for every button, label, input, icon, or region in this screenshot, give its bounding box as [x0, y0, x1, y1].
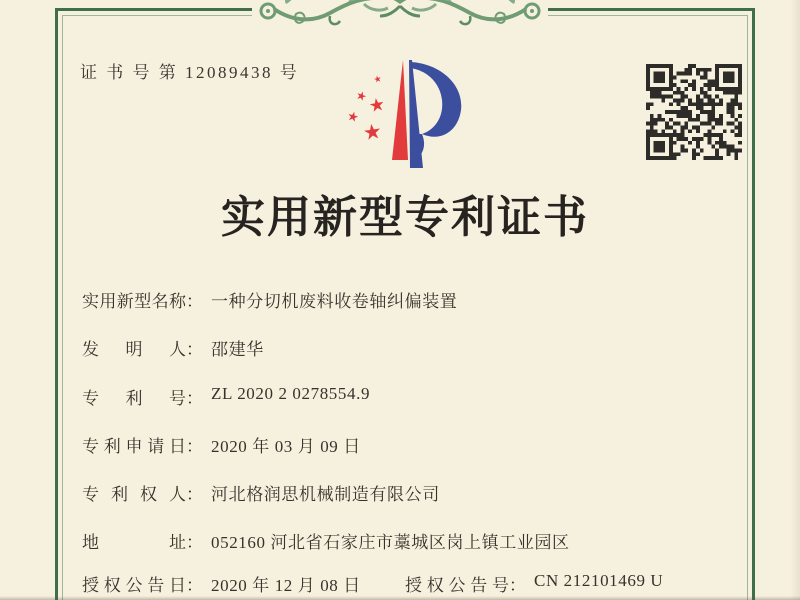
field-value: ZL 2020 2 0278554.9: [211, 383, 371, 403]
field-label: 发明人: [82, 340, 186, 360]
field-value: 邵建华: [211, 340, 264, 360]
grant-date: [82, 571, 405, 596]
grant-date-label: 授权公告日: [82, 576, 186, 595]
field-list: [82, 287, 742, 577]
red-star-icon: ★: [353, 87, 369, 105]
field-row-name: [82, 287, 742, 335]
field-colon: ：: [186, 533, 203, 553]
field-row-inventor: [82, 335, 742, 383]
field-row-patent-no: [82, 384, 742, 432]
field-colon: ：: [186, 576, 203, 595]
field-value: 河北格润思机械制造有限公司: [211, 485, 440, 505]
field-colon: ：: [186, 340, 203, 360]
certificate-title: 实用新型专利证书: [221, 193, 589, 242]
field-label: 专利申请日: [82, 436, 186, 456]
field-colon: ：: [186, 388, 203, 408]
field-colon: ：: [186, 485, 203, 505]
red-star-icon: ★: [360, 118, 383, 145]
grant-date-value: 2020 年 12 月 08 日: [211, 576, 361, 595]
cnipa-patent-logo-icon: [330, 50, 470, 172]
field-colon: ：: [509, 576, 526, 595]
qr-code: [646, 64, 742, 160]
field-row-filing-date: [82, 432, 742, 480]
field-label: 地址: [82, 533, 186, 553]
field-value: 2020 年 03 月 09 日: [211, 436, 361, 456]
grant-number-value: CN 212101469 U: [534, 571, 664, 590]
field-value: 052160 河北省石家庄市藁城区岗上镇工业园区: [211, 533, 570, 553]
red-star-icon: ★: [344, 108, 360, 126]
scroll-flourish-icon: [252, 0, 548, 34]
field-row-patentee: [82, 480, 742, 528]
grant-number-label: 授权公告号: [405, 576, 509, 595]
field-label: 专利号: [82, 388, 186, 408]
certificate-number: 证 书 号 第 12089438 号: [80, 63, 300, 82]
field-row-address: [82, 528, 742, 576]
grant-number: [405, 571, 663, 596]
field-label: 实用新型名称: [82, 292, 186, 311]
red-star-icon: ★: [367, 93, 387, 118]
red-star-icon: ★: [372, 73, 383, 86]
field-value: 一种分切机废料收卷轴纠偏装置: [211, 292, 458, 311]
footer-row: [82, 571, 762, 596]
field-colon: ：: [186, 292, 203, 311]
field-colon: ：: [186, 436, 203, 456]
field-label: 专利权人: [82, 485, 186, 505]
